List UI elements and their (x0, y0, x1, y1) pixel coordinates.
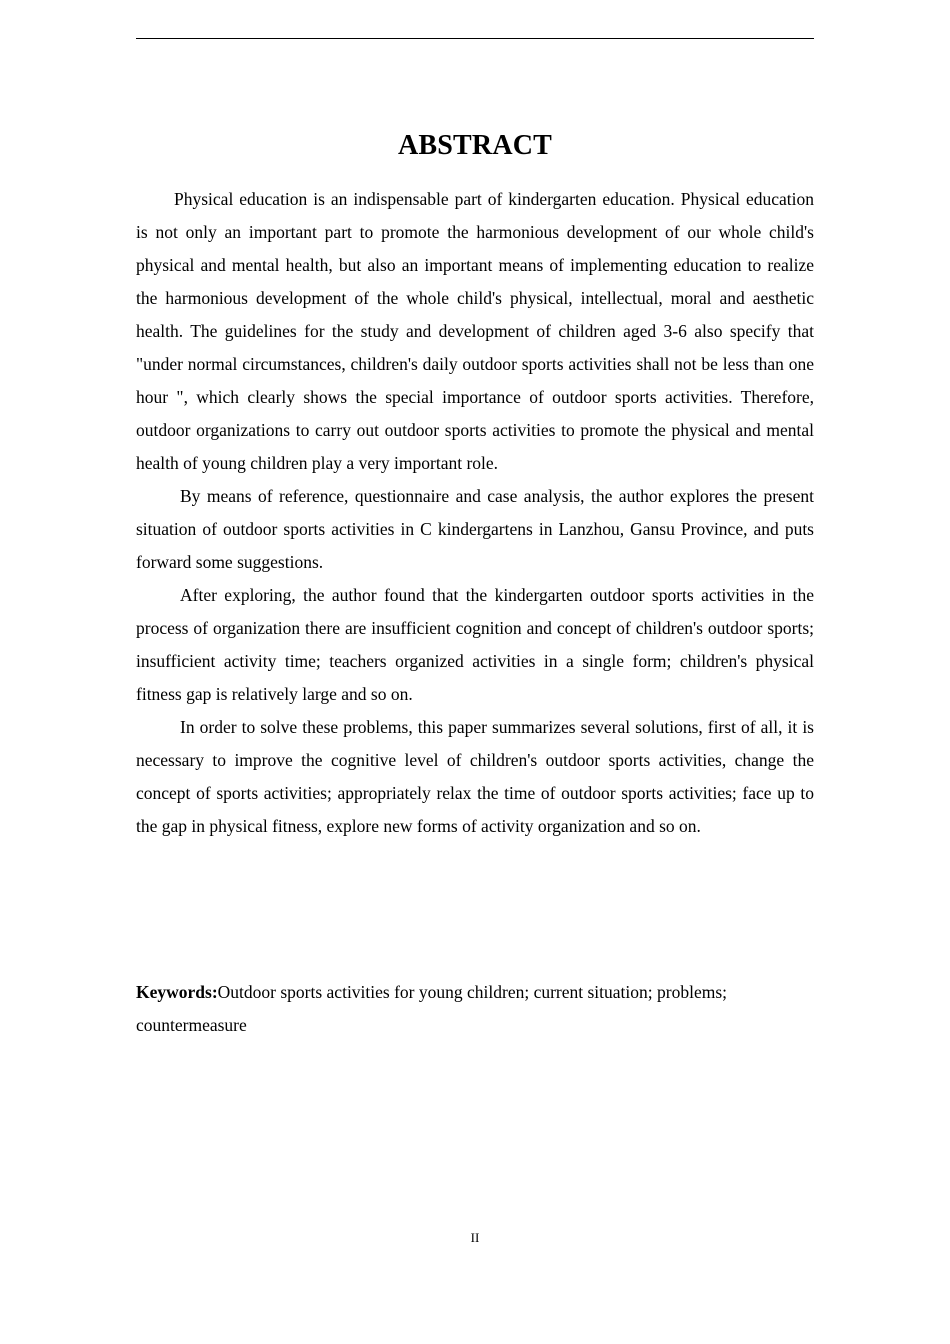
abstract-paragraph-4: In order to solve these problems, this paper summarizes several solutions, first of all, it is necessary to improve the cognitive level of children's outdoor sports activities, change the concept of sports activities; appropriately relax the time of outdoor sports activities; face up to the gap in physical fitness, explore new forms of activity organization and so on. (136, 717, 814, 836)
keywords-line (136, 976, 814, 1042)
page-title: ABSTRACT (397, 130, 553, 161)
abstract-paragraph-2: By means of reference, questionnaire and case analysis, the author explores the present situation of outdoor sports activities in C kindergartens in Lanzhou, Gansu Province, and puts forward some suggestions. (136, 486, 814, 572)
keywords-text: Outdoor sports activities for young children; current situation; problems; countermeasure (136, 982, 728, 1035)
abstract-body (136, 183, 814, 843)
keywords-label: Keywords: (136, 982, 218, 1002)
header-rule (136, 38, 814, 39)
abstract-paragraph-1: Physical education is an indispensable part of kindergarten education. Physical education is not only an important part to promote the harmonious development of our whole child's physical and mental health, but also an important means of implementing education to realize the harmonious development of the whole child's physical, intellectual, moral and aesthetic health. The guidelines for the study and development of children aged 3-6 also specify that "under normal circumstances, children's daily outdoor sports activities shall not be less than one hour ", which clearly shows the special importance of outdoor sports activities. Therefore, outdoor organizations to carry out outdoor sports activities to promote the physical and mental health of young children play a very important role. (136, 189, 814, 473)
page-number: II (470, 1230, 480, 1245)
abstract-paragraph-3: After exploring, the author found that the kindergarten outdoor sports activities in the process of organization there are insufficient cognition and concept of children's outdoor sports; insufficient activity time; teachers organized activities in a single form; children's physical fitness gap is relatively large and so on. (136, 585, 814, 704)
